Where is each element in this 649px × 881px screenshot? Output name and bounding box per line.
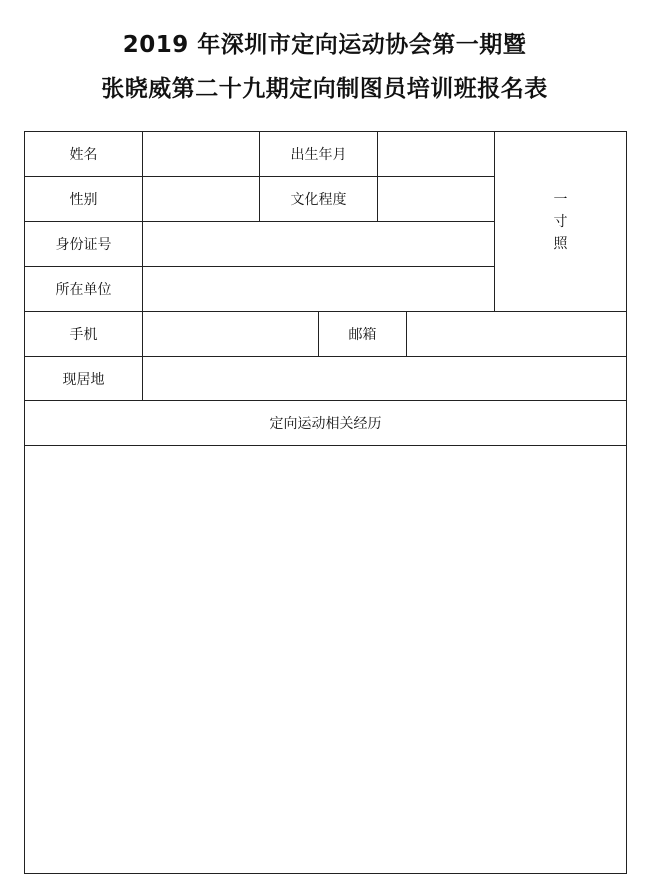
form-title-line-2: 张晓威第二十九期定向制图员培训班报名表 bbox=[101, 76, 548, 102]
photo-area[interactable] bbox=[495, 132, 626, 311]
birth-date-label: 出生年月 bbox=[290, 147, 347, 163]
photo-label-char-3: 照 bbox=[553, 235, 568, 252]
photo-label-char-1: 一 bbox=[553, 191, 568, 208]
email-label: 邮箱 bbox=[348, 327, 377, 343]
table-border-right bbox=[626, 131, 627, 874]
id-number-label: 身份证号 bbox=[55, 237, 112, 253]
id-number-field[interactable] bbox=[143, 222, 494, 266]
form-title-line-1: 2019 年深圳市定向运动协会第一期暨 bbox=[122, 32, 527, 58]
education-field[interactable] bbox=[378, 177, 494, 221]
email-field[interactable] bbox=[407, 312, 626, 356]
workplace-field[interactable] bbox=[143, 267, 494, 311]
table-border-bottom bbox=[24, 873, 627, 874]
experience-label: 定向运动相关经历 bbox=[269, 416, 382, 432]
registration-form-table bbox=[24, 131, 627, 874]
birth-date-field[interactable] bbox=[378, 132, 494, 176]
experience-field[interactable] bbox=[25, 446, 626, 873]
phone-field[interactable] bbox=[143, 312, 318, 356]
workplace-label: 所在单位 bbox=[55, 282, 112, 298]
name-label: 姓名 bbox=[69, 147, 98, 163]
gender-label: 性别 bbox=[69, 192, 98, 208]
gender-field[interactable] bbox=[143, 177, 259, 221]
education-label: 文化程度 bbox=[290, 192, 347, 208]
name-field[interactable] bbox=[143, 132, 259, 176]
address-label: 现居地 bbox=[62, 371, 105, 388]
phone-label: 手机 bbox=[69, 327, 98, 343]
photo-label-char-2: 寸 bbox=[553, 213, 568, 230]
address-field[interactable] bbox=[143, 357, 626, 400]
